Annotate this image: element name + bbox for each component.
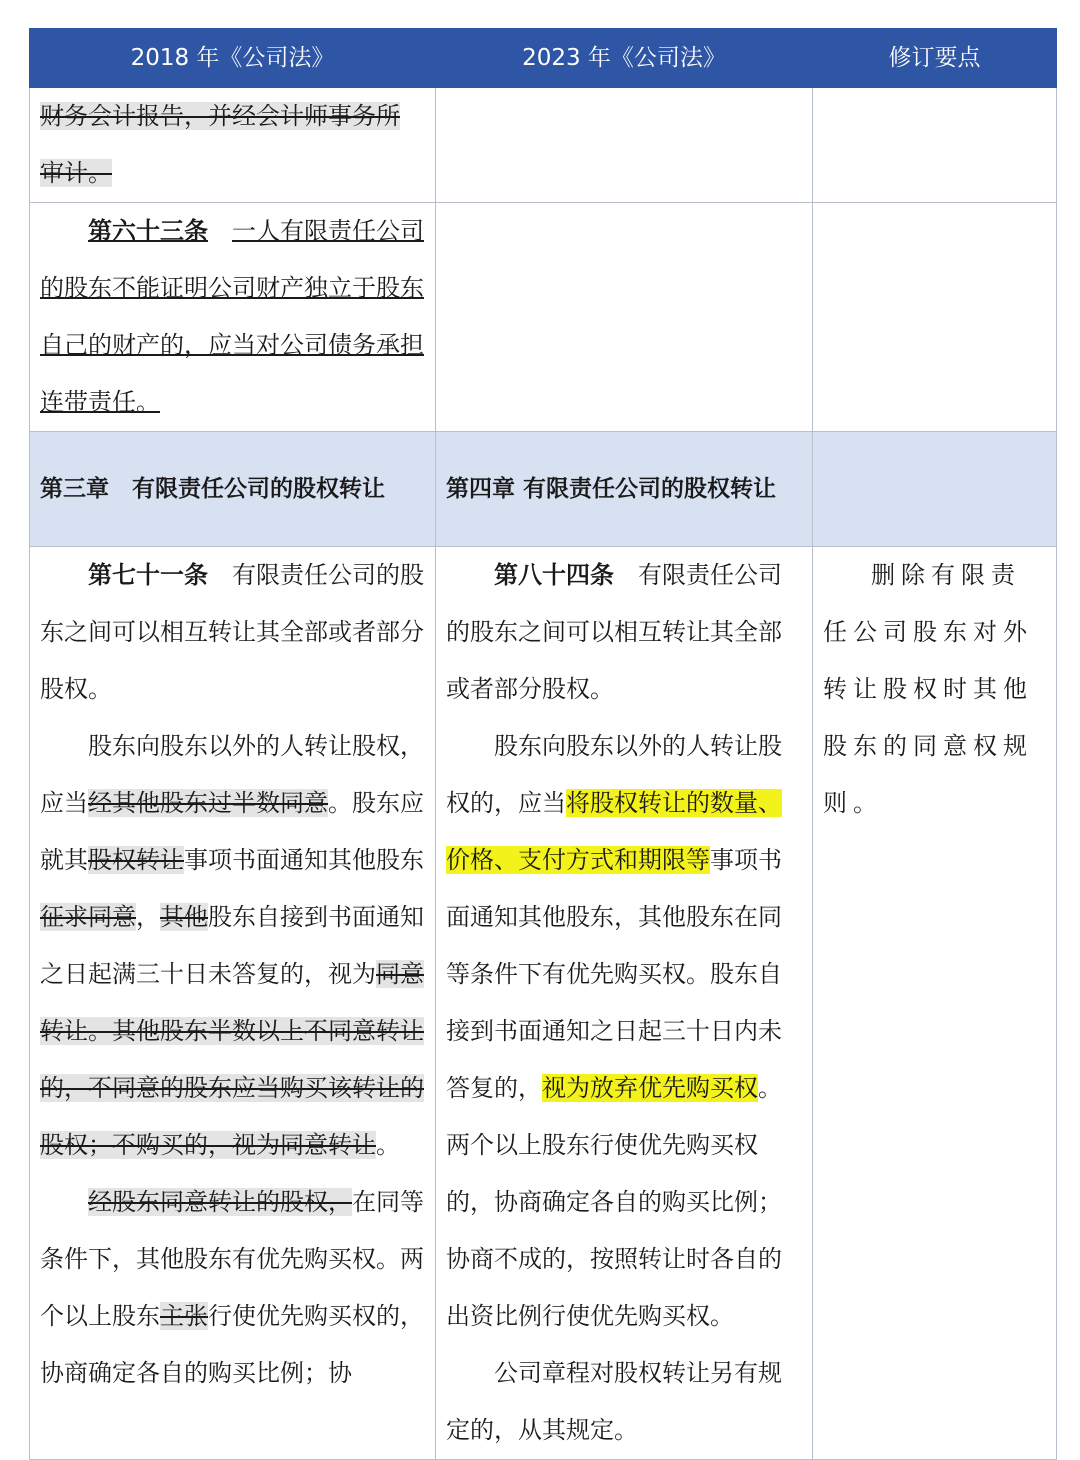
new-law-cell [436, 203, 813, 432]
paragraph [40, 547, 425, 718]
table-row [30, 547, 1057, 1460]
table-row [30, 203, 1057, 432]
paragraph [40, 718, 425, 1174]
chapter-title-new: 第四章 有限责任公司的股权转让 [436, 432, 813, 547]
paragraph-text: 。股东应就其 [40, 789, 424, 874]
paragraph-text: 股东向股东以外的人转让股权的，应当 [446, 732, 782, 817]
paragraph-text: 股东自接到书面通知之日起满三十日未答复的，视为 [40, 903, 424, 988]
notes-cell [813, 547, 1057, 1460]
article-63-paragraph [40, 203, 425, 431]
deleted-text: 其他 [160, 903, 208, 931]
article-number: 第六十三条 [88, 217, 208, 245]
old-law-cell [30, 88, 436, 203]
old-law-cell [30, 203, 436, 432]
highlighted-text: 视为放弃优先购买权 [542, 1074, 758, 1102]
paragraph-text: 行使优先购买权的，协商确定各自的购买比例；协 [40, 1302, 424, 1387]
article-number: 第八十四条 [494, 561, 614, 589]
paragraph-text: 在同等条件下，其他股东有优先购买权。两个以上股东 [40, 1188, 424, 1330]
paragraph [446, 547, 802, 718]
paragraph-text: 有限责任公司的股东之间可以相互转让其全部或者部分股权。 [446, 561, 782, 703]
header-row [30, 29, 1057, 88]
paragraph: 公司章程对股权转让另有规定的，从其规定。 [446, 1359, 782, 1444]
paragraph-text: 事项书面通知其他股东，其他股东在同等条件下有优先购买权。股东自接到书面通知之日起三十日内未答复的， [446, 846, 782, 1102]
new-law-cell [436, 547, 813, 1460]
header-notes: 修订要点 [813, 29, 1057, 88]
deleted-text: 经其他股东过半数同意 [88, 789, 328, 817]
deleted-text: 股权转让 [88, 846, 184, 874]
chapter-title-old: 第三章 有限责任公司的股权转让 [30, 432, 436, 547]
notes-cell [813, 88, 1057, 203]
paragraph-text: 有限责任公司的股东之间可以相互转让其全部或者部分股权。 [40, 561, 424, 703]
article-number: 第七十一条 [88, 561, 208, 589]
notes-cell [813, 432, 1057, 547]
law-comparison-table [29, 28, 1057, 1460]
deleted-text: 财务会计报告，并经会计师事务所 [40, 102, 400, 130]
paragraph-text: ， [136, 903, 160, 931]
header-2018: 2018 年《公司法》 [30, 29, 436, 88]
header-2023: 2023 年《公司法》 [436, 29, 813, 88]
notes-cell [813, 203, 1057, 432]
paragraph-text: 股东向股东以外的人转让股权，应当 [40, 732, 424, 817]
paragraph-text: 。两个以上股东行使优先购买权的，协商确定各自的购买比例；协商不成的，按照转让时各自的出资比例行使优先购买权。 [446, 1074, 782, 1330]
article-text: 一人有限责任公司的股东不能证明公司财产独立于股东自己的财产的，应当对公司债务承担连带责任。 [40, 217, 424, 416]
old-law-cell [30, 547, 436, 1460]
deleted-text: 同意转让。其他股东半数以上不同意转让的，不同意的股东应当购买该转让的股权；不购买的，视为同意转让 [40, 960, 424, 1159]
paragraph [40, 1174, 425, 1402]
deleted-text: 经股东同意转让的股权， [88, 1188, 352, 1216]
paragraph-text: 。 [376, 1131, 400, 1159]
revision-note: 删除有限责任公司股东对外转让股权时其他股东的同意权规则。 [823, 561, 1033, 817]
deleted-text: 审计。 [40, 159, 112, 187]
highlighted-text: 将股权转让的数量、价格、支付方式和期限等 [446, 789, 782, 874]
table-row [30, 88, 1057, 203]
deleted-text: 征求同意 [40, 903, 136, 931]
chapter-row [30, 432, 1057, 547]
paragraph-text: 事项书面通知其他股东 [184, 846, 424, 874]
new-law-cell [436, 88, 813, 203]
deleted-text: 主张 [160, 1302, 208, 1330]
paragraph [446, 718, 802, 1345]
